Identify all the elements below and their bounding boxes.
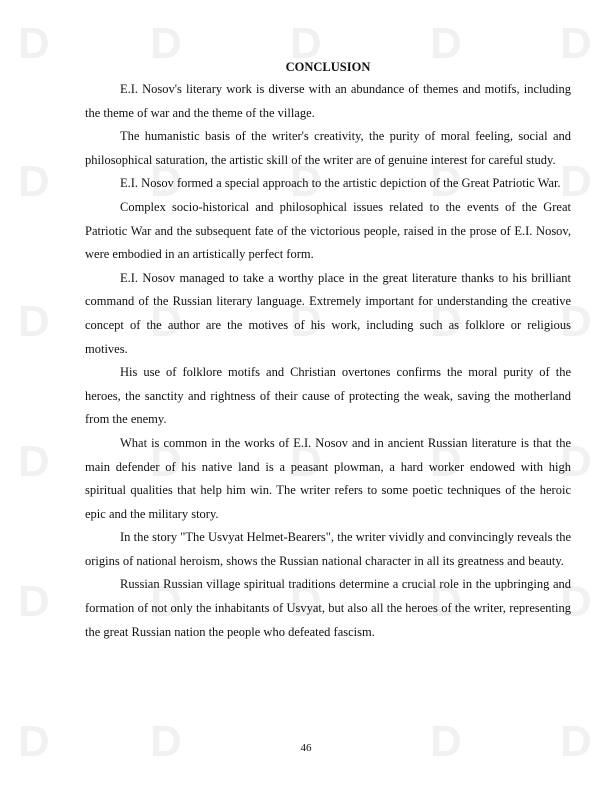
paragraph: What is common in the works of E.I. Nosov and in ancient Russian literature is that the main defender of his native land is a peasant plowman, a hard worker endowed with high spiritual qualities that help him win. The writer refers to some poetic techniques of the heroic epic and the military story. [85, 435, 571, 521]
watermark-mark: D [18, 437, 50, 486]
watermark-mark: D [430, 157, 462, 206]
watermark-mark: D [18, 157, 50, 206]
watermark-mark: D [430, 717, 462, 766]
watermark-mark: D [150, 577, 182, 626]
watermark-mark: D [560, 157, 592, 206]
watermark-mark: D [290, 577, 322, 626]
watermark-mark: D [560, 437, 592, 486]
watermark-mark: D [150, 297, 182, 346]
paragraph: His use of folklore motifs and Christian overtones confirms the moral purity of the heroes, the sanctity and rightness of their cause of protecting the weak, saving the motherland from the enemy. [85, 365, 571, 427]
paragraph: The humanistic basis of the writer's creativity, the purity of moral feeling, social and philosophical saturation, the artistic skill of the writer are of genuine interest for careful study. [85, 129, 571, 167]
watermark-mark: D [560, 577, 592, 626]
document-page [85, 56, 571, 644]
watermark-mark: D [430, 297, 462, 346]
paragraph: In the story "The Usvyat Helmet-Bearers", the writer vividly and convincingly reveals the origins of national heroism, shows the Russian national character in all its greatness and beauty. [85, 530, 571, 568]
paragraph: E.I. Nosov formed a special approach to the artistic depiction of the Great Patriotic War. [120, 176, 561, 191]
watermark-mark: D [18, 577, 50, 626]
watermark-mark: D [150, 19, 182, 68]
watermark-mark: D [18, 297, 50, 346]
watermark-mark: D [18, 19, 50, 68]
watermark-mark: D [560, 717, 592, 766]
watermark-mark: D [290, 437, 322, 486]
page-title: CONCLUSION [285, 60, 371, 74]
watermark-mark: D [290, 157, 322, 206]
watermark-mark: D [560, 19, 592, 68]
paragraph: E.I. Nosov managed to take a worthy place in the great literature thanks to his brilliant command of the Russian literary language. Extremely important for understanding the creative concept of the author are the motives of his work, including such as folklore or religious motives. [85, 270, 571, 356]
watermark-mark: D [18, 717, 50, 766]
watermark-mark: D [430, 577, 462, 626]
watermark-mark: D [430, 437, 462, 486]
watermark-mark: D [290, 19, 322, 68]
watermark-mark: D [560, 297, 592, 346]
watermark-mark: D [150, 717, 182, 766]
watermark-mark: D [150, 157, 182, 206]
watermark-mark: D [290, 297, 322, 346]
watermark-mark: D [430, 19, 462, 68]
paragraph: Complex socio-historical and philosophical issues related to the events of the Great Patriotic War and the subsequent fate of the victorious people, raised in the prose of E.I. Nosov, were embodied in an artistically perfect form. [85, 199, 571, 262]
page-number: 46 [300, 742, 312, 754]
watermark-mark: D [150, 437, 182, 486]
paragraph: E.I. Nosov's literary work is diverse with an abundance of themes and motifs, including the theme of war and the theme of the village. [85, 82, 571, 120]
paragraph: Russian Russian village spiritual traditions determine a crucial role in the upbringing and formation of not only the inhabitants of Usvyat, but also all the heroes of the writer, representing the great Russian nation the people who defeated fascism. [85, 577, 571, 639]
